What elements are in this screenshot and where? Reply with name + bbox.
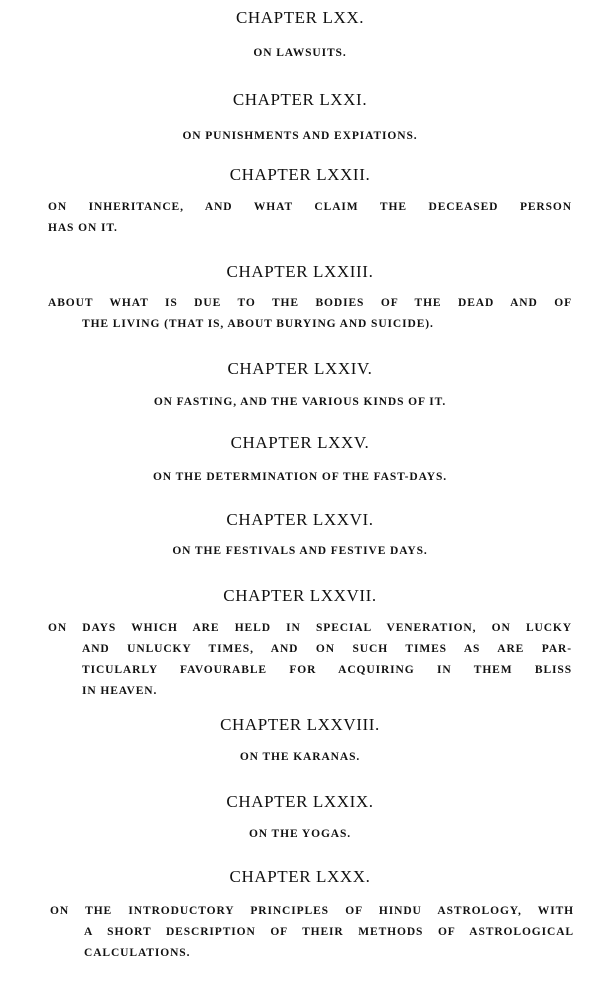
subtitle-line: ON DAYS WHICH ARE HELD IN SPECIAL VENERATION, ON LUCKY <box>48 622 572 634</box>
chapter-title: CHAPTER LXXIII. <box>226 262 374 281</box>
subtitle-line: CALCULATIONS. <box>84 947 191 959</box>
subtitle-line: ON LAWSUITS. <box>253 47 347 59</box>
chapter-subtitle <box>48 197 572 239</box>
subtitle-line: THE LIVING (THAT IS, ABOUT BURYING AND SUICIDE). <box>82 318 434 330</box>
subtitle-line: IN HEAVEN. <box>82 685 158 697</box>
chapter-title: CHAPTER LXXVI. <box>226 510 374 529</box>
chapter-title: CHAPTER LXXVIII. <box>220 715 380 734</box>
subtitle-line: TICULARLY FAVOURABLE FOR ACQUIRING IN THEM BLISS <box>82 664 572 676</box>
subtitle-line: A SHORT DESCRIPTION OF THEIR METHODS OF ASTROLOGICAL <box>84 926 574 938</box>
chapter-73 <box>0 262 600 330</box>
subtitle-line: HAS ON IT. <box>48 222 118 234</box>
chapter-subtitle <box>0 824 600 845</box>
chapter-80 <box>0 867 600 959</box>
chapter-subtitle <box>0 126 600 147</box>
chapter-title: CHAPTER LXXX. <box>229 867 371 886</box>
chapter-title: CHAPTER LXXVII. <box>223 586 377 605</box>
chapter-title: CHAPTER LXXII. <box>229 165 371 184</box>
subtitle-line: AND UNLUCKY TIMES, AND ON SUCH TIMES AS ARE PAR- <box>82 643 572 655</box>
subtitle-line: ON INHERITANCE, AND WHAT CLAIM THE DECEASED PERSON <box>48 201 572 213</box>
subtitle-line: ON PUNISHMENTS AND EXPIATIONS. <box>182 130 418 142</box>
subtitle-line: ON THE DETERMINATION OF THE FAST-DAYS. <box>152 471 448 483</box>
chapter-subtitle <box>0 541 600 562</box>
chapter-subtitle <box>0 467 600 488</box>
chapter-70 <box>0 8 600 64</box>
chapter-75 <box>0 433 600 488</box>
subtitle-line: ON THE KARANAS. <box>239 751 361 763</box>
subtitle-line: ABOUT WHAT IS DUE TO THE BODIES OF THE DEAD AND OF <box>48 297 572 309</box>
chapter-title: CHAPTER LXX. <box>235 8 365 27</box>
chapter-title: CHAPTER LXXI. <box>232 90 368 109</box>
chapter-title: CHAPTER LXXIX. <box>226 792 374 811</box>
chapter-72 <box>0 165 600 234</box>
subtitle-line: ON THE INTRODUCTORY PRINCIPLES OF HINDU ASTROLOGY, WITH <box>50 905 574 917</box>
chapter-title: CHAPTER LXXV. <box>230 433 370 452</box>
chapter-74 <box>0 359 600 413</box>
subtitle-line: ON THE YOGAS. <box>248 828 352 840</box>
chapter-subtitle <box>0 392 600 413</box>
subtitle-line: ON THE FESTIVALS AND FESTIVE DAYS. <box>172 545 428 557</box>
chapter-subtitle <box>48 618 572 702</box>
chapter-77 <box>0 586 600 697</box>
chapter-78 <box>0 715 600 768</box>
chapter-subtitle <box>0 43 600 64</box>
subtitle-line: ON FASTING, AND THE VARIOUS KINDS OF IT. <box>153 396 447 408</box>
chapter-subtitle <box>50 901 574 964</box>
chapter-subtitle <box>48 293 572 335</box>
chapter-subtitle <box>0 747 600 768</box>
chapter-76 <box>0 510 600 562</box>
chapter-79 <box>0 792 600 845</box>
chapter-title: CHAPTER LXXIV. <box>227 359 373 378</box>
chapter-71 <box>0 90 600 147</box>
